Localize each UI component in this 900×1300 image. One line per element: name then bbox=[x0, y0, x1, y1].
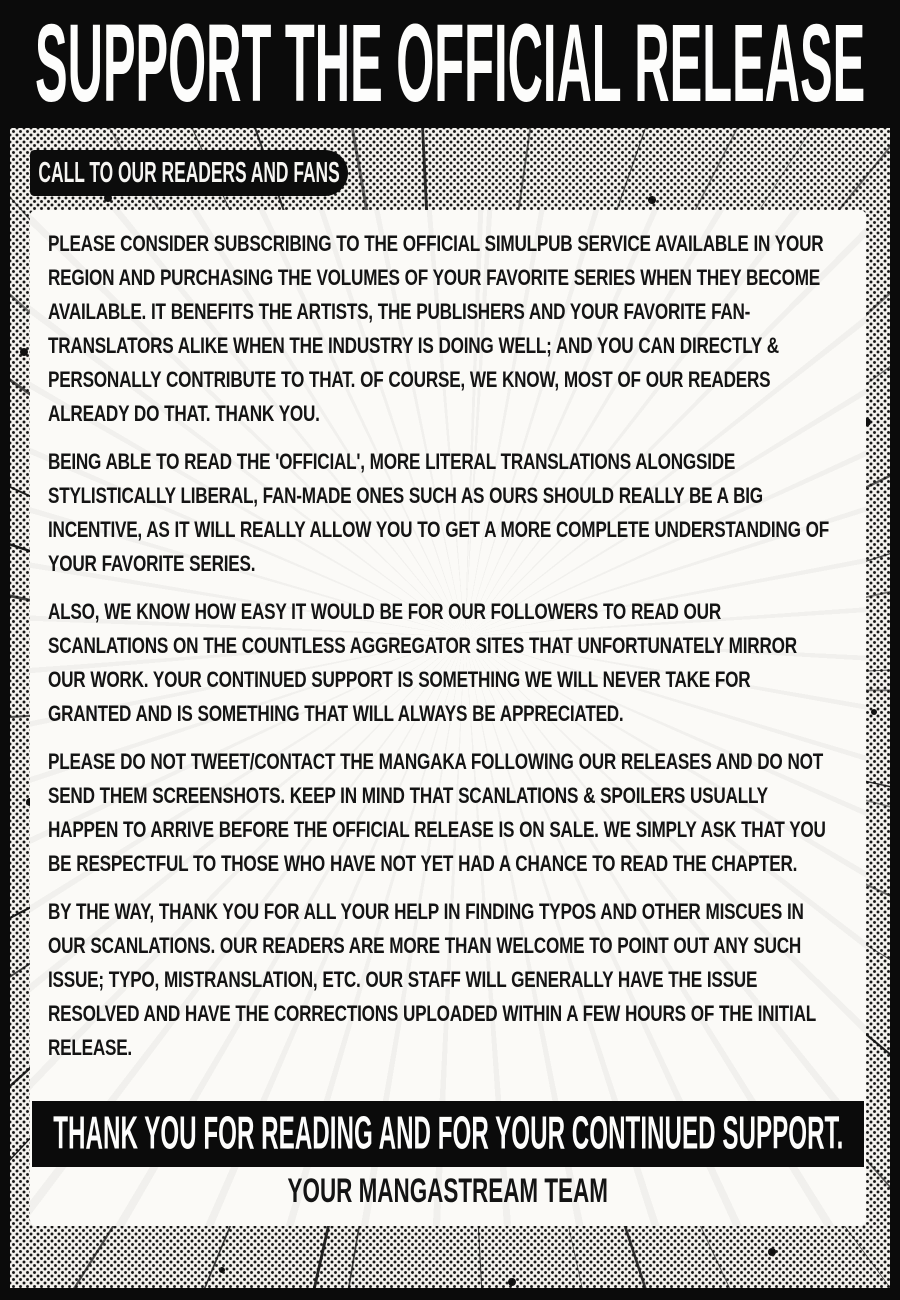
tag-label: CALL TO OUR READERS AND FANS bbox=[38, 156, 340, 189]
call-to-readers-tag bbox=[30, 150, 348, 196]
notice-paragraph-4: PLEASE DO NOT TWEET/CONTACT THE MANGAKA FOLLOWING OUR RELEASES AND DO NOT SEND THEM SCREENSHOTS. KEEP IN MIND THAT SCANLATIONS & SPOILERS USUALLY HAPPEN TO ARRIVE BEFORE THE OFFICIAL RELEASE IS ON SALE. WE SIMPLY ASK THAT YOU BE RESPECTFUL TO THOSE WHO HAVE NOT YET HAD A CHANCE TO READ THE CHAPTER. bbox=[48, 749, 826, 876]
thank-you-text: THANK YOU FOR READING AND FOR YOUR CONTINUED SUPPORT. bbox=[52, 1107, 844, 1160]
team-signature bbox=[30, 1169, 866, 1213]
notice-text bbox=[48, 227, 834, 1079]
top-banner bbox=[0, 0, 900, 128]
page-title: SUPPORT THE OFFICIAL RELEASE bbox=[34, 2, 866, 126]
notice-paragraph-2: BEING ABLE TO READ THE 'OFFICIAL', MORE LITERAL TRANSLATIONS ALONGSIDE STYLISTICALLY LIBERAL, FAN-MADE ONES SUCH AS OURS SHOULD REALLY BE A BIG INCENTIVE, AS IT WILL REALLY ALLOW YOU TO GET A MORE COMPLETE UNDERSTANDING OF YOUR FAVORITE SERIES. bbox=[48, 449, 829, 576]
notice-content-box bbox=[30, 210, 866, 1226]
notice-paragraph-5: BY THE WAY, THANK YOU FOR ALL YOUR HELP IN FINDING TYPOS AND OTHER MISCUES IN OUR SCANLATIONS. OUR READERS ARE MORE THAN WELCOME TO POINT OUT ANY SUCH ISSUE; TYPO, MISTRANSLATION, ETC. OUR STAFF WILL GENERALLY HAVE THE ISSUE RESOLVED AND HAVE THE CORRECTIONS UPLOADED WITHIN A FEW HOURS OF THE INITIAL RELEASE. bbox=[48, 899, 816, 1060]
team-signature-text: YOUR MANGASTREAM TEAM bbox=[287, 1171, 609, 1210]
thank-you-banner bbox=[32, 1101, 864, 1167]
notice-paragraph-1: PLEASE CONSIDER SUBSCRIBING TO THE OFFICIAL SIMULPUB SERVICE AVAILABLE IN YOUR REGION AND PURCHASING THE VOLUMES OF YOUR FAVORITE SERIES WHEN THEY BECOME AVAILABLE. IT BENEFITS THE ARTISTS, THE PUBLISHERS AND YOUR FAVORITE FAN-TRANSLATORS ALIKE WHEN THE INDUSTRY IS DOING WELL; AND YOU CAN DIRECTLY & PERSONALLY CONTRIBUTE TO THAT. OF COURSE, WE KNOW, MOST OF OUR READERS ALREADY DO THAT. THANK YOU. bbox=[48, 231, 824, 426]
notice-paragraph-3: ALSO, WE KNOW HOW EASY IT WOULD BE FOR OUR FOLLOWERS TO READ OUR SCANLATIONS ON THE COUNTLESS AGGREGATOR SITES THAT UNFORTUNATELY MIRROR OUR WORK. YOUR CONTINUED SUPPORT IS SOMETHING WE WILL NEVER TAKE FOR GRANTED AND IS SOMETHING THAT WILL ALWAYS BE APPRECIATED. bbox=[48, 599, 797, 726]
